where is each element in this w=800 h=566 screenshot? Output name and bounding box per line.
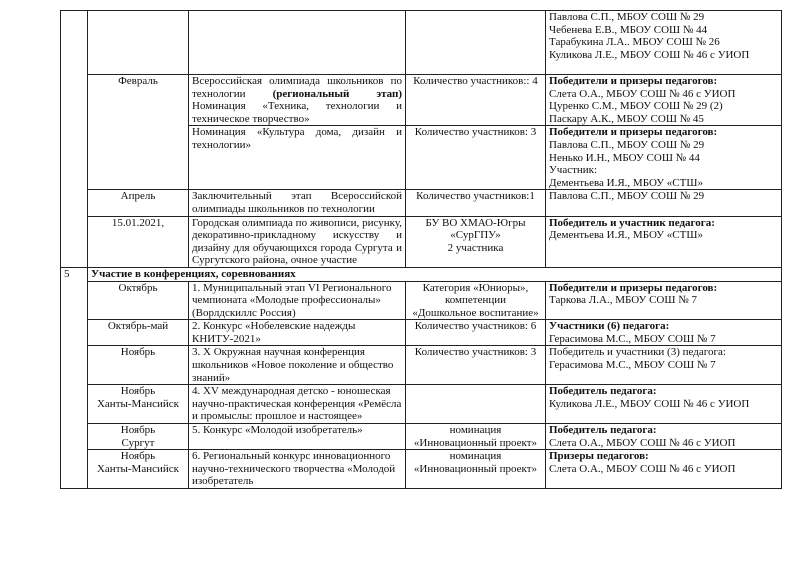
event-cell: Городская олимпиада по живописи, рисунку, декоративно-прикладному искусству и дизайну для обучающихся города Сургута и Сургутского района, очное участие	[189, 216, 406, 267]
table-row	[61, 216, 782, 267]
result-cell: Призеры педагогов: Слета О.А., МБОУ СОШ № 46 с УИОП	[546, 450, 782, 489]
event-cell: 3. X Окружная научная конференция школьников «Новое поколение и общество знаний»	[189, 346, 406, 385]
event-cell: 4. XV международная детско - юношеская научно-практическая конференция «Ремёсла и промыслы: прошлое и настоящее»	[189, 385, 406, 424]
result-cell: Победитель педагога: Куликова Л.Е., МБОУ СОШ № 46 с УИОП	[546, 385, 782, 424]
table-row	[61, 75, 782, 126]
event-cell: 5. Конкурс «Молодой изобретатель»	[189, 424, 406, 450]
date-cell: Ноябрь Сургут	[88, 424, 189, 450]
table-row	[61, 320, 782, 346]
result-cell: Победители и призеры педагогов: Слета О.А., МБОУ СОШ № 46 с УИОП Цуренко С.М., МБОУ СОШ № 29 (2) Паскару А.К., МБОУ СОШ № 45	[546, 75, 782, 126]
section-header-row	[61, 267, 782, 281]
event-cell: 6. Региональный конкурс инновационного научно-технического творчества «Молодой изобретатель	[189, 450, 406, 489]
count-cell: Количество участников:: 4	[406, 75, 546, 126]
section-title: Участие в конференциях, соревнованиях	[88, 267, 782, 281]
result-cell: Победители и призеры педагогов: Павлова С.П., МБОУ СОШ № 29 Ненько И.Н., МБОУ СОШ № 44 Участник: Дементьева И.Я., МБОУ «СТШ»	[546, 126, 782, 190]
table-row	[61, 450, 782, 489]
count-cell: Категория «Юниоры», компетенции «Дошкольное воспитание»	[406, 281, 546, 320]
event-cell: 2. Конкурс «Нобелевские надежды КНИТУ-2021»	[189, 320, 406, 346]
results-table	[60, 10, 782, 489]
result-cell: Победитель и участник педагога: Дементьева И.Я., МБОУ «СТШ»	[546, 216, 782, 267]
date-cell: Ноябрь	[88, 346, 189, 385]
table-row	[61, 281, 782, 320]
count-cell: номинация «Инновационный проект»	[406, 450, 546, 489]
result-cell: Победители и призеры педагогов: Таркова Л.А., МБОУ СОШ № 7	[546, 281, 782, 320]
count-cell: Количество участников: 3	[406, 126, 546, 190]
table-row	[61, 190, 782, 216]
table-row-continuation	[61, 11, 782, 75]
count-cell: Количество участников: 3	[406, 346, 546, 385]
count-cell: Количество участников:1	[406, 190, 546, 216]
result-cell: Участники (6) педагога: Герасимова М.С., МБОУ СОШ № 7	[546, 320, 782, 346]
table-row	[61, 385, 782, 424]
count-cell: БУ ВО ХМАО-Югры «СурГПУ» 2 участника	[406, 216, 546, 267]
section-number: 5	[61, 267, 88, 488]
event-cell: 1. Муниципальный этап VI Регионального чемпионата «Молодые профессионалы» (Ворлдскиллс Россия)	[189, 281, 406, 320]
count-cell: номинация «Инновационный проект»	[406, 424, 546, 450]
table-row	[61, 346, 782, 385]
result-cell: Победитель и участники (3) педагога: Герасимова М.С., МБОУ СОШ № 7	[546, 346, 782, 385]
event-cell: Заключительный этап Всероссийской олимпиады школьников по технологии	[189, 190, 406, 216]
date-cell: Апрель	[88, 190, 189, 216]
event-cell: Номинация «Культура дома, дизайн и технологии»	[189, 126, 406, 190]
date-cell: Октябрь-май	[88, 320, 189, 346]
date-cell: 15.01.2021,	[88, 216, 189, 267]
table-row	[61, 424, 782, 450]
section-number-cell	[61, 11, 88, 268]
result-cell: Павлова С.П., МБОУ СОШ № 29 Чебенева Е.В., МБОУ СОШ № 44 Тарабукина Л.А.. МБОУ СОШ № 26 Куликова Л.Е., МБОУ СОШ № 46 с УИОП	[546, 11, 782, 75]
date-cell: Февраль	[88, 75, 189, 190]
result-cell: Победитель педагога: Слета О.А., МБОУ СОШ № 46 с УИОП	[546, 424, 782, 450]
date-cell: Ноябрь Ханты-Мансийск	[88, 385, 189, 424]
count-cell	[406, 385, 546, 424]
result-cell: Павлова С.П., МБОУ СОШ № 29	[546, 190, 782, 216]
date-cell: Октябрь	[88, 281, 189, 320]
count-cell: Количество участников: 6	[406, 320, 546, 346]
event-cell: Всероссийская олимпиада школьников по технологии (региональный этап) Номинация «Техника, технологии и техническое творчество»	[189, 75, 406, 126]
date-cell: Ноябрь Ханты-Мансийск	[88, 450, 189, 489]
